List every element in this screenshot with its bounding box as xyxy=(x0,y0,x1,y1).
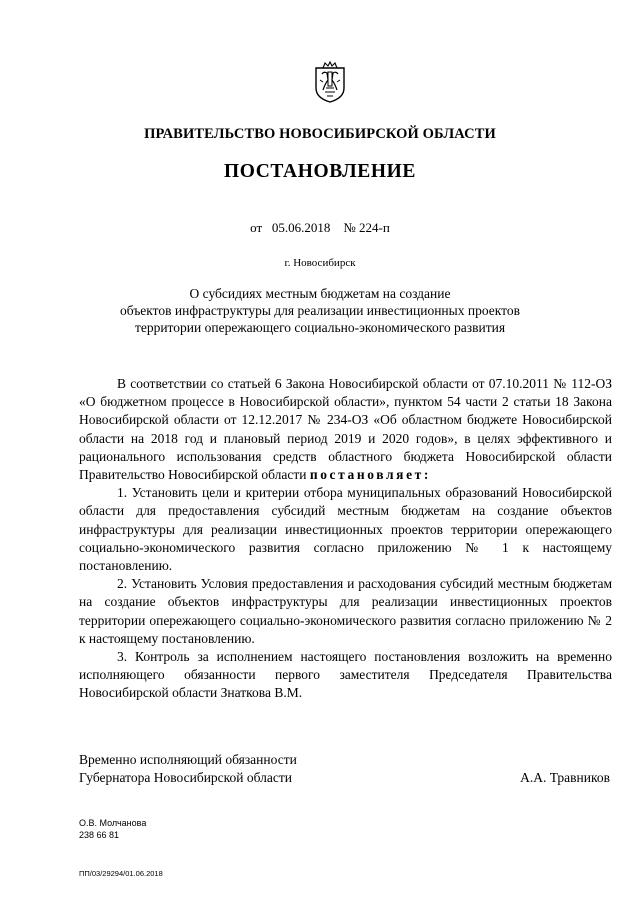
executor-name: О.В. Молчанова xyxy=(79,818,147,828)
executor-info xyxy=(79,817,146,841)
item-paragraph: 1. Установить цели и критерии отбора муниципальных образований Новосибирской области для предоставления субсидий местным бюджетам на создание объектов инфраструктуры для реализации инвестиционных проектов территории опережающего социально-экономического развития согласно приложению № 1 к настоящему постановлению. xyxy=(79,485,612,574)
item-paragraph: 3. Контроль за исполнением настоящего постановления возложить на временно исполняющего обязанности первого заместителя Председателя Правительства Новосибирской области Знаткова В.М. xyxy=(79,649,612,701)
document-body xyxy=(79,375,612,703)
city-line: г. Новосибирск xyxy=(284,257,356,269)
date-prefix: от xyxy=(250,220,263,235)
preamble-paragraph xyxy=(79,375,612,484)
date-number-line xyxy=(0,220,640,236)
preamble-text: В соответствии со статьей 6 Закона Новосибирской области от 07.10.2011 № 112-ОЗ «О бюджетном процессе в Новосибирской области», пунктом 54 части 2 статьи 18 Закона Новосибирской области от 12.12.2017 № 234-ОЗ «Об областном бюджете Новосибирской области на 2018 год и плановый период 2019 и 2020 годов», в целях эффективного и рационального использования средств областного бюджета Новосибирской области Правительство Новосибирской области xyxy=(79,376,612,483)
subject-line: О субсидиях местным бюджетам на создание xyxy=(189,286,451,301)
document-code: ПП/03/29294/01.06.2018 xyxy=(79,869,163,878)
document-number: № 224-п xyxy=(343,220,390,235)
executor-phone: 238 66 81 xyxy=(79,830,120,840)
signature-block xyxy=(79,751,612,787)
coat-of-arms-emblem xyxy=(313,60,347,104)
document-subject xyxy=(0,285,640,336)
signer-title-line: Губернатора Новосибирской области xyxy=(79,770,293,785)
signer-title-line: Временно исполняющий обязанности xyxy=(79,752,297,767)
subject-line: объектов инфраструктуры для реализации инвестиционных проектов xyxy=(120,303,520,318)
decree-word: постановляет xyxy=(309,467,424,483)
decree-colon: : xyxy=(423,467,432,483)
document-date: 05.06.2018 xyxy=(271,220,331,235)
organization-title: ПРАВИТЕЛЬСТВО НОВОСИБИРСКОЙ ОБЛАСТИ xyxy=(144,126,496,142)
signer-name: А.А. Травников xyxy=(520,770,610,785)
coat-of-arms-icon xyxy=(313,60,347,104)
document-type-title: ПОСТАНОВЛЕНИЕ xyxy=(223,161,417,182)
subject-line: территории опережающего социально-экономического развития xyxy=(134,320,506,335)
item-paragraph: 2. Установить Условия предоставления и расходования субсидий местным бюджетам на создание объектов инфраструктуры для реализации инвестиционных проектов территории опережающего социально-экономического развития согласно приложению № 2 к настоящему постановлению. xyxy=(79,576,612,646)
